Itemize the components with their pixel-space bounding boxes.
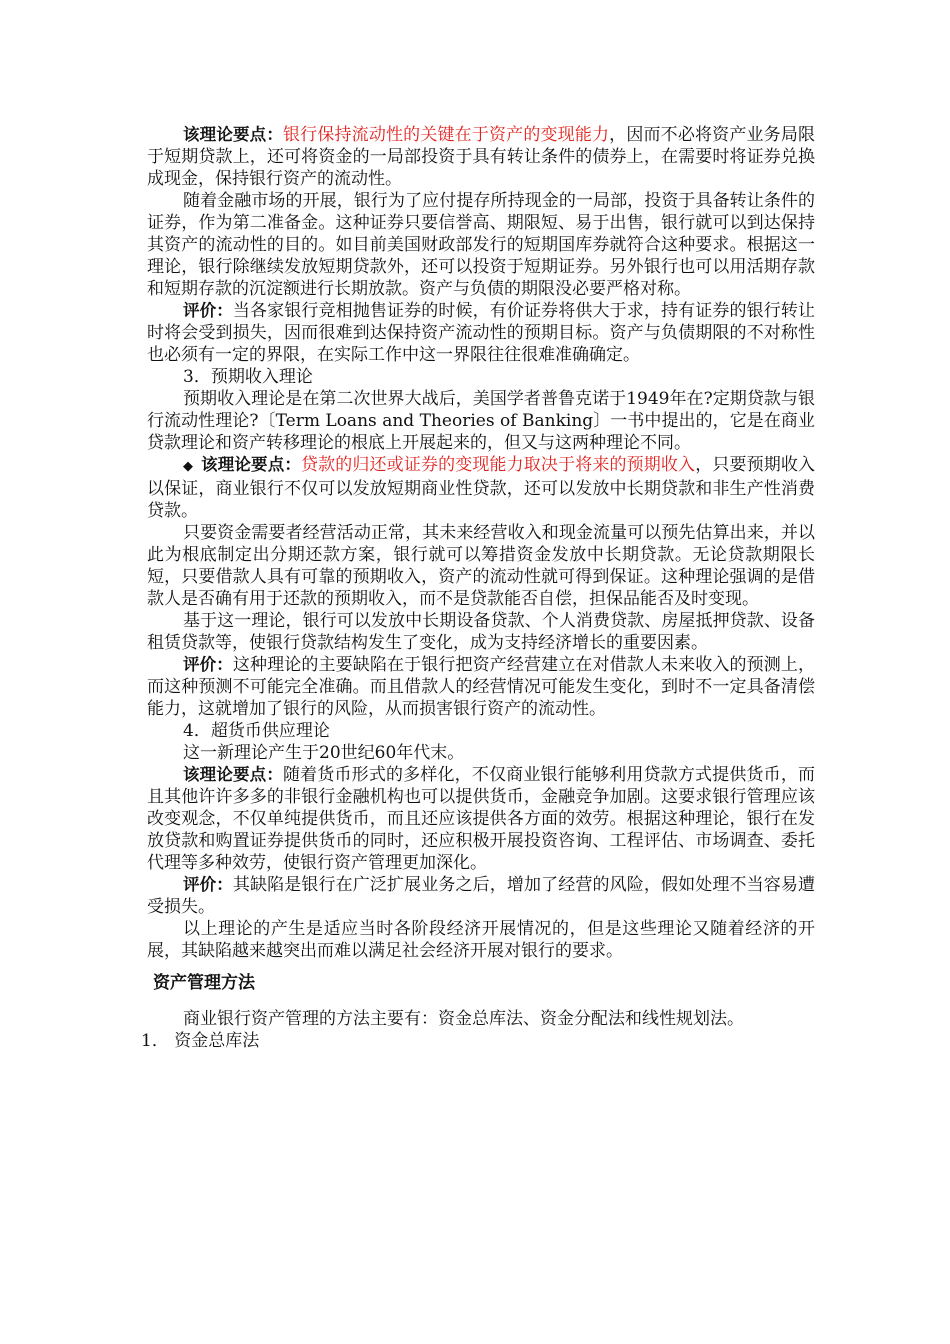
subsection-heading: 4．超货币供应理论 bbox=[183, 721, 330, 741]
document-page bbox=[141, 124, 816, 1052]
highlighted-text: 贷款的归还或证券的变现能力取决于将来的预期收入 bbox=[300, 455, 696, 475]
paragraph bbox=[147, 654, 815, 720]
bold-label: 评价： bbox=[183, 875, 233, 894]
numbered-list-item: 1． 资金总库法 bbox=[141, 1031, 260, 1051]
paragraph-text: ，只要预期收入以保证，商业银行不仅可以发放短期商业性贷款，还可以发放中长期贷款和非生产性消费贷款。 bbox=[147, 455, 816, 521]
bold-label: 评价： bbox=[183, 655, 233, 674]
subsection-heading: 3．预期收入理论 bbox=[183, 367, 313, 387]
paragraph-text: 其缺陷是银行在广泛扩展业务之后，增加了经营的风险，假如处理不当容易遭受损失。 bbox=[147, 875, 815, 917]
paragraph-text: ，因而不必将资产业务局限于短期贷款上，还可将资金的一局部投资于具有转让条件的债券上，在需要时将证券兑换成现金，保持银行资产的流动性。 bbox=[147, 125, 816, 189]
paragraph: 基于这一理论，银行可以发放中长期设备贷款、个人消费贷款、房屋抵押贷款、设备租赁贷款等，使银行贷款结构发生了变化，成为支持经济增长的重要因素。 bbox=[147, 611, 815, 653]
bold-label: 该理论要点： bbox=[183, 125, 283, 144]
paragraph: 预期收入理论是在第二次世界大战后，美国学者普鲁克诺于1949年在?定期贷款与银行流动性理论?〔Term Loans and Theories of Banking〕一书中提出的，它是在商业贷款理论和资产转移理论的根底上开展起来的，但又与这两种理论不同。 bbox=[147, 389, 815, 453]
paragraph bbox=[147, 764, 815, 874]
paragraph: 以上理论的产生是适应当时各阶段经济开展情况的，但是这些理论又随着经济的开展，其缺陷越来越突出而难以满足社会经济开展对银行的要求。 bbox=[147, 919, 815, 961]
bold-label: 该理论要点： bbox=[201, 455, 301, 474]
section-title: 资产管理方法 bbox=[153, 973, 255, 993]
paragraph-text: 随着货币形式的多样化，不仅商业银行能够利用贷款方式提供货币，而且其他许许多多的非银行金融机构也可以提供货币，金融竞争加剧。这要求银行管理应该改变观念，不仅单纯提供货币，而且还应该提供各方面的效劳。根据这种理论，银行在发放贷款和购置证券提供货币的同时，还应积极开展投资咨询、工程评估、市场调查、委托代理等多种效劳，使银行资产管理更加深化。 bbox=[147, 765, 815, 873]
bold-label: 评价： bbox=[183, 301, 233, 320]
paragraph: 随着金融市场的开展，银行为了应付提存所持现金的一局部，投资于具备转让条件的证券，作为第二准备金。这种证券只要信誉高、期限短、易于出售，银行就可以到达保持其资产的流动性的目的。如目前美国财政部发行的短期国库券就符合这种要求。根据这一理论，银行除继续发放短期贷款外，还可以投资于短期证券。另外银行也可以用活期存款和短期存款的沉淀额进行长期放款。资产与负债的期限没必要严格对称。 bbox=[147, 191, 815, 299]
paragraph bbox=[147, 454, 815, 522]
bold-label: 该理论要点： bbox=[183, 765, 283, 784]
paragraph: 商业银行资产管理的方法主要有：资金总库法、资金分配法和线性规划法。 bbox=[183, 1009, 744, 1029]
paragraph-text: 这种理论的主要缺陷在于银行把资产经营建立在对借款人未来收入的预测上，而这种预测不可能完全准确。而且借款人的经营情况可能发生变化，到时不一定具备清偿能力，这就增加了银行的风险，从而损害银行资产的流动性。 bbox=[147, 655, 815, 719]
paragraph-text: 当各家银行竞相抛售证券的时候，有价证券将供大于求，持有证券的银行转让时将会受到损失，因而很难到达保持资产流动性的预期目标。资产与负债期限的不对称性也必须有一定的界限，在实际工作中这一界限往往很难准确确定。 bbox=[147, 301, 815, 365]
paragraph bbox=[147, 300, 815, 366]
paragraph bbox=[147, 874, 815, 918]
highlighted-text: 银行保持流动性的关键在于资产的变现能力 bbox=[283, 125, 610, 145]
paragraph: 只要资金需要者经营活动正常，其未来经营收入和现金流量可以预先估算出来，并以此为根底制定出分期还款方案，银行就可以筹措资金发放中长期贷款。无论贷款期限长短，只要借款人具有可靠的预期收入，资产的流动性就可得到保证。这种理论强调的是借款人是否确有用于还款的预期收入，而不是贷款能否自偿，担保品能否及时变现。 bbox=[147, 523, 815, 609]
paragraph bbox=[147, 124, 815, 190]
diamond-bullet-icon: ◆ bbox=[183, 459, 194, 474]
paragraph: 这一新理论产生于20世纪60年代末。 bbox=[183, 743, 465, 763]
